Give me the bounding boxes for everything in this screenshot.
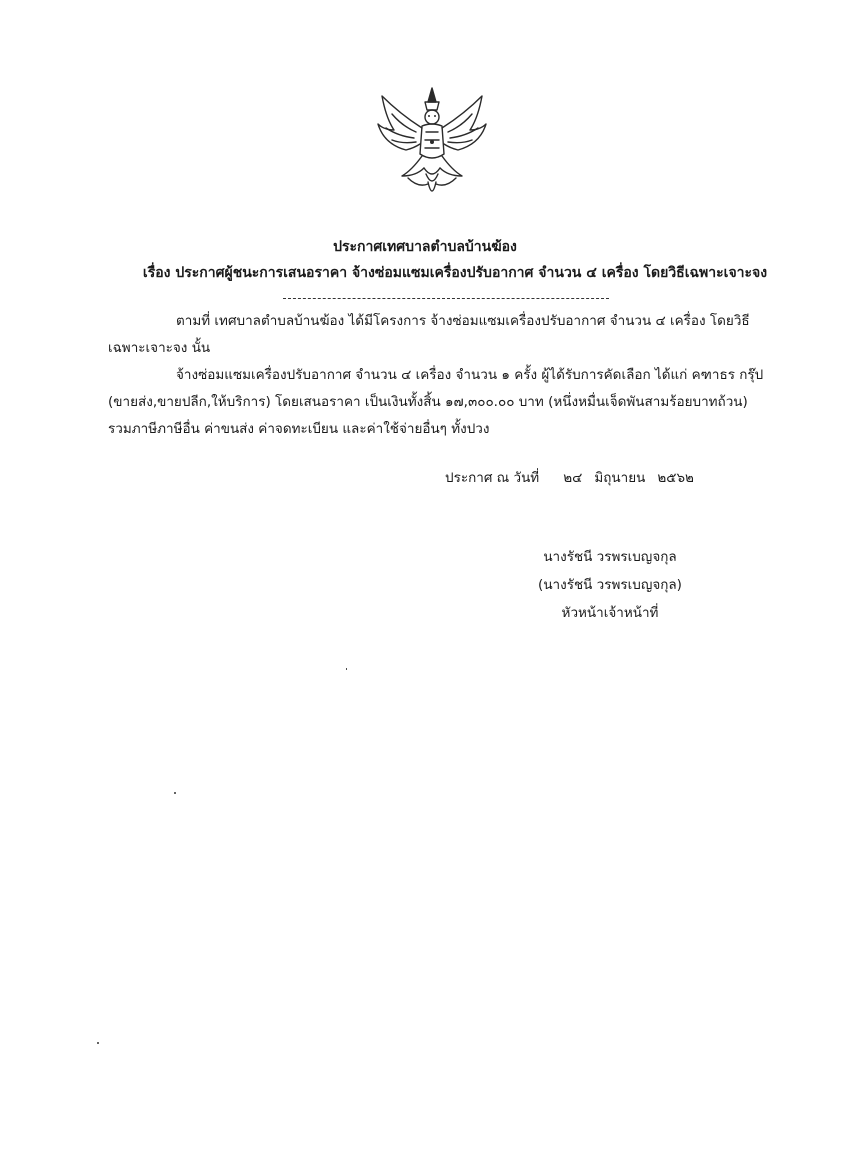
date-label: ประกาศ ณ วันที่ [445,470,540,486]
date-day: ๒๔ [563,470,583,486]
paragraph-winner-details [108,362,778,443]
announcement-date [445,466,694,488]
scan-speck [97,1042,99,1044]
announcement-title: ประกาศเทศบาลตำบลบ้านฆ้อง [333,239,517,255]
paragraph-line: จ้างซ่อมแซมเครื่องปรับอากาศ จำนวน ๔ เครื่อง จำนวน ๑ ครั้ง ผู้ได้รับการคัดเลือก ได้แก่ คฑาธร กรุ๊ป [176,367,764,383]
signature-name-parenthesized: (นางรัชนี วรพรเบญจกุล) [538,577,682,593]
title-divider [283,298,609,299]
paragraph-line: (ขายส่ง,ขายปลีก,ให้บริการ) โดยเสนอราคา เป็นเงินทั้งสิ้น ๑๗,๓๐๐.๐๐ บาท (หนึ่งหมื่นเจ็ดพันสามร้อยบาทถ้วน) [108,394,748,410]
scan-speck [174,792,176,794]
paragraph-line: รวมภาษีภาษีอื่น ค่าขนส่ง ค่าจดทะเบียน และค่าใช้จ่ายอื่นๆ ทั้งปวง [108,421,490,437]
announcement-subject: เรื่อง ประกาศผู้ชนะการเสนอราคา จ้างซ่อมแซมเครื่องปรับอากาศ จำนวน ๔ เครื่อง โดยวิธีเฉพาะเจาะจง [142,265,768,281]
garuda-emblem-icon [372,84,492,206]
paragraph-project-reference [108,308,778,362]
paragraph-line: เฉพาะเจาะจง นั้น [108,340,211,356]
signature-position: หัวหน้าเจ้าหน้าที่ [561,605,659,621]
scan-speck [346,668,347,670]
signature-name: นางรัชนี วรพรเบญจกุล [543,549,677,565]
date-month: มิถุนายน [594,470,646,486]
date-year: ๒๕๖๒ [657,470,694,486]
paragraph-line: ตามที่ เทศบาลตำบลบ้านฆ้อง ได้มีโครงการ จ้างซ่อมแซมเครื่องปรับอากาศ จำนวน ๔ เครื่อง โดยวิธี [176,313,750,329]
